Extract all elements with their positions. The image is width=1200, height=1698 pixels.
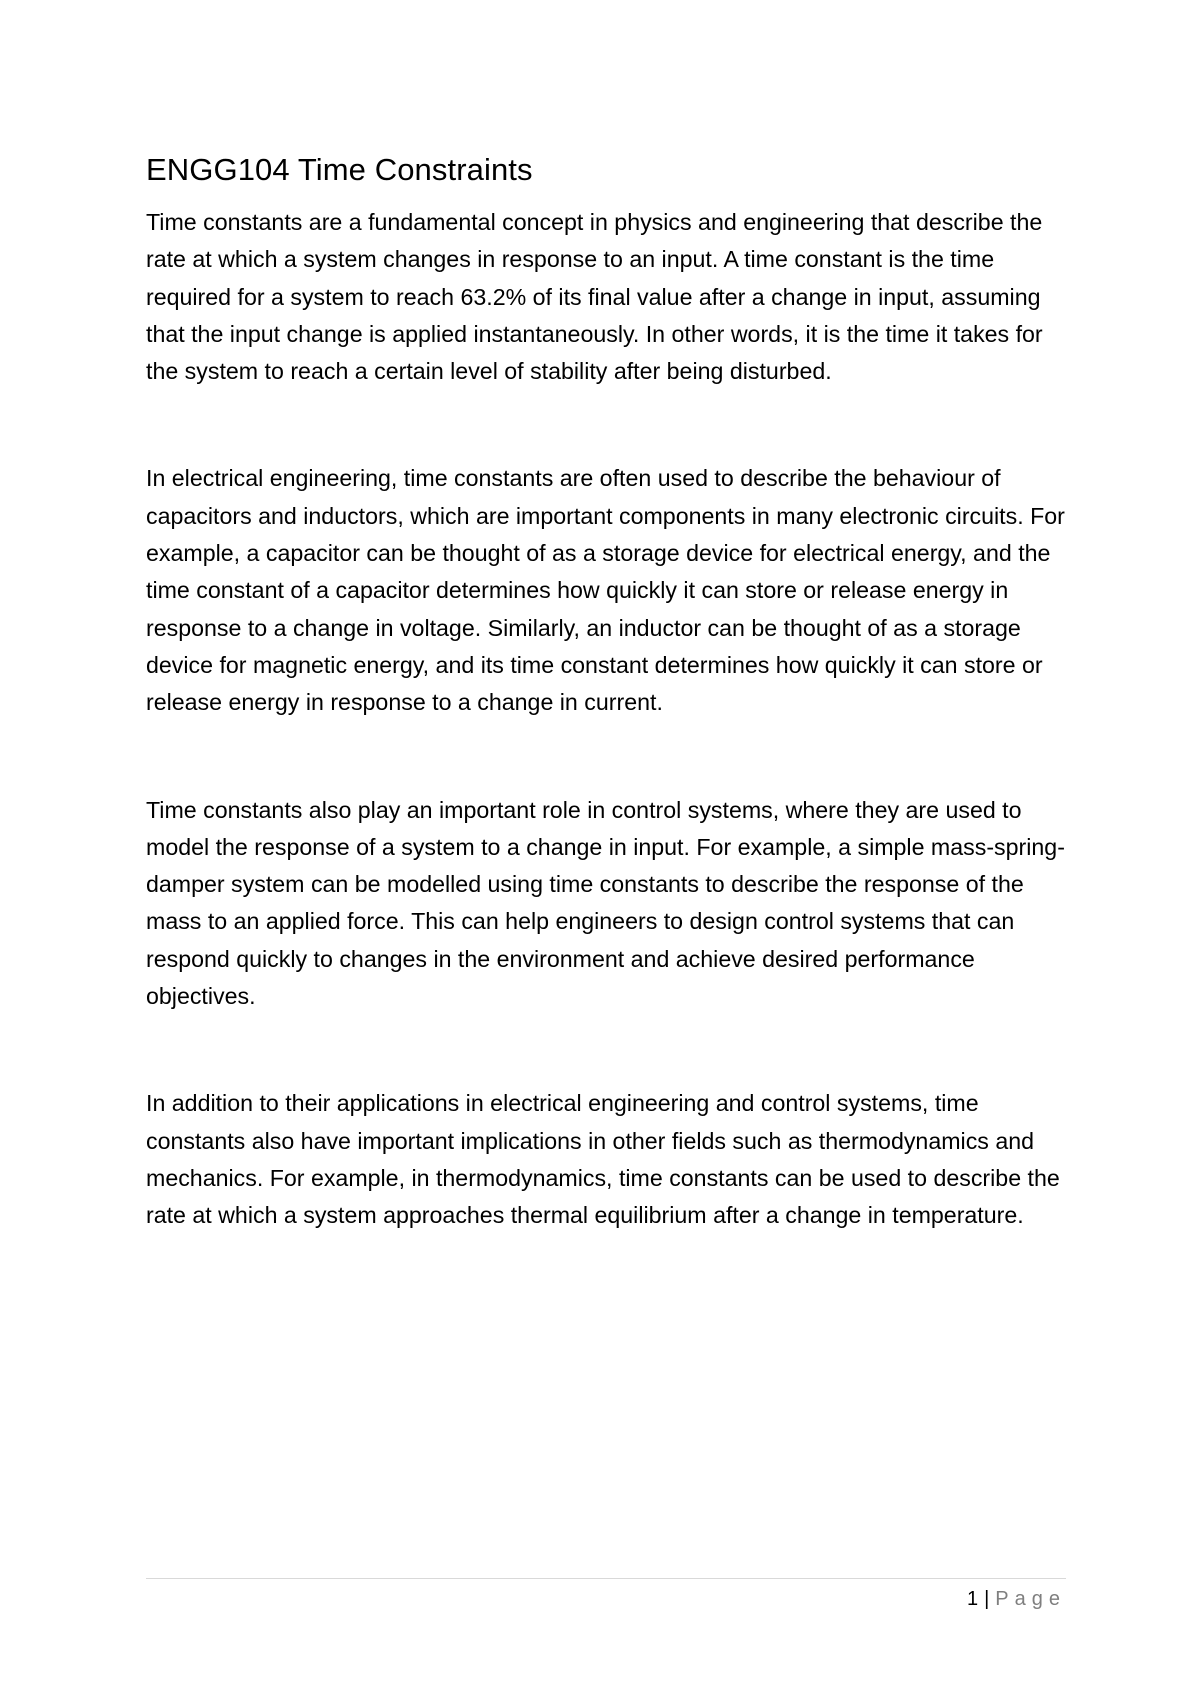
page-number: 1: [966, 1588, 979, 1610]
paragraph-spacer: [146, 390, 1066, 460]
paragraph-spacer: [146, 1015, 1066, 1085]
footer-separator: |: [984, 1588, 990, 1610]
paragraph-control-systems: Time constants also play an important role in control systems, where they are used to model the response of a system to a change in input. For example, a simple mass-spring-damper system can be modelled using time constants to describe the response of the mass to an applied force. This can help engineers to design control systems that can respond quickly to changes in the environment and achieve desired performance objectives.: [146, 796, 1065, 1010]
paragraph-intro: Time constants are a fundamental concept in physics and engineering that describe the rate at which a system changes in response to an input. A time constant is the time required for a system to reach 63.2% of its final value after a change in input, assuming that the input change is applied instantaneously. In other words, it is the time it takes for the system to reach a certain level of stability after being disturbed.: [146, 209, 1043, 385]
footer-divider: [146, 1578, 1066, 1579]
page-footer: [967, 1586, 1066, 1612]
paragraph-other-fields: In addition to their applications in electrical engineering and control systems, time constants also have important implications in other fields such as thermodynamics and mechanics. For example, in thermodynamics, time constants can be used to describe the rate at which a system approaches thermal equilibrium after a change in temperature.: [146, 1090, 1060, 1229]
document-title: ENGG104 Time Constraints: [146, 152, 533, 187]
document-body: [146, 148, 1066, 1235]
paragraph-electrical: In electrical engineering, time constants are often used to describe the behaviour of capacitors and inductors, which are important components in many electronic circuits. For example, a capacitor can be thought of as a storage device for electrical energy, and the time constant of a capacitor determines how quickly it can store or release energy in response to a change in voltage. Similarly, an inductor can be thought of as a storage device for magnetic energy, and its time constant determines how quickly it can store or release energy in response to a change in current.: [146, 465, 1065, 716]
page-label: Page: [995, 1588, 1066, 1610]
paragraph-spacer: [146, 722, 1066, 792]
